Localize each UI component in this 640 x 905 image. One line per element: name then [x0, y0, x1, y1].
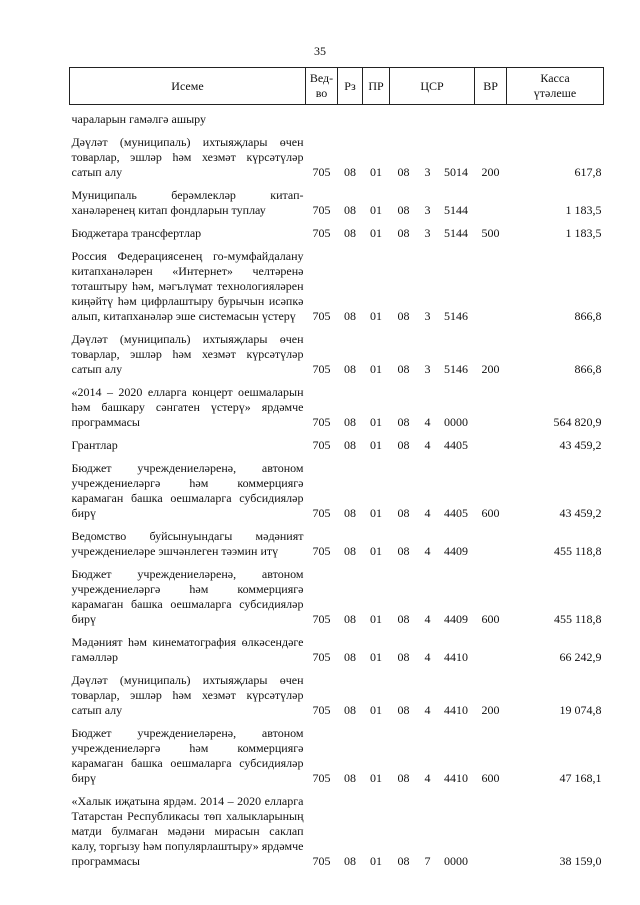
- table-row: [70, 522, 604, 560]
- cell-csr3: 4409: [444, 544, 469, 558]
- table-row: [70, 454, 604, 522]
- cell-name: чараларын гамәлгә ашыру: [71, 112, 206, 126]
- cell-pr: 01: [370, 226, 382, 240]
- cell-csr3: 5146: [444, 309, 469, 323]
- table-row: [70, 181, 604, 219]
- cell-name: Дәүләт (муниципаль) ихтыяҗлары өчен товарлар, эшләр һәм хезмәт күрсәтүләр сатып алу: [71, 332, 304, 376]
- table-row: [70, 325, 604, 378]
- cell-csr3: 5144: [444, 226, 469, 240]
- table-header-row: [70, 68, 604, 105]
- cell-ved: 705: [312, 309, 331, 323]
- cell-csr2: 4: [424, 506, 431, 520]
- cell-csr2: 7: [424, 854, 431, 868]
- table-row: [70, 219, 604, 242]
- header-pr: ПР: [363, 68, 390, 105]
- cell-csr1: 08: [397, 612, 410, 626]
- cell-pr: 01: [370, 415, 382, 429]
- cell-vr: [475, 105, 507, 129]
- cell-csr3: [438, 105, 475, 129]
- table-row: [70, 128, 604, 181]
- cell-amount: 866,8: [574, 309, 602, 323]
- cell-ved: 705: [312, 362, 331, 376]
- cell-name: Дәүләт (муниципаль) ихтыяҗлары өчен товарлар, эшләр һәм хезмәт күрсәтүләр сатып алу: [71, 135, 304, 179]
- cell-vr: [475, 181, 507, 219]
- cell-ved: 705: [312, 415, 331, 429]
- cell-vr: [475, 522, 507, 560]
- cell-vr: [475, 787, 507, 870]
- cell-csr1: 08: [397, 415, 410, 429]
- cell-csr1: 08: [397, 165, 410, 179]
- cell-ved: 705: [312, 650, 331, 664]
- cell-ved: 705: [312, 854, 331, 868]
- cell-pr: 01: [370, 165, 382, 179]
- cell-name: «2014 – 2020 елларга концерт оешмаларын һәм башкару сәнгатен үстерү» ярдәмче программасы: [71, 385, 304, 429]
- table-row: [70, 666, 604, 719]
- cell-rz: [338, 105, 363, 129]
- cell-amount: 66 242,9: [559, 650, 602, 664]
- cell-csr2: 4: [424, 415, 431, 429]
- cell-csr2: 3: [424, 203, 431, 217]
- header-ved: Вед- во: [306, 68, 338, 105]
- cell-ved: 705: [312, 438, 331, 452]
- cell-amount: 47 168,1: [559, 771, 602, 785]
- cell-name: Ведомство буйсынуындагы мәдәният учреждениеләре эшчәнлеген тәэмин итү: [71, 529, 304, 558]
- table-row: [70, 628, 604, 666]
- cell-amount: 564 820,9: [553, 415, 602, 429]
- cell-name: Грантлар: [71, 438, 118, 452]
- cell-csr2: 3: [424, 309, 431, 323]
- cell-csr3: 4405: [444, 506, 469, 520]
- cell-csr3: 4410: [444, 650, 469, 664]
- cell-amount: 1 183,5: [565, 226, 602, 240]
- cell-name: «Халык иҗатына ярдәм. 2014 – 2020 елларга Татарстан Республикасы төп халыкларының матди булмаган мәдәни мирасын саклап калу, торгызу һәм популярлаштыру» ярдәмче программасы: [71, 794, 304, 868]
- cell-csr1: 08: [397, 203, 410, 217]
- cell-csr3: 0000: [444, 854, 469, 868]
- budget-table: [69, 67, 604, 870]
- cell-rz: 08: [344, 544, 356, 558]
- cell-csr2: 4: [424, 612, 431, 626]
- cell-csr2: 4: [424, 544, 431, 558]
- cell-csr1: 08: [397, 506, 410, 520]
- cell-rz: 08: [344, 612, 356, 626]
- cell-pr: 01: [370, 506, 382, 520]
- cell-csr1: 08: [397, 544, 410, 558]
- cell-ved: 705: [312, 203, 331, 217]
- cell-rz: 08: [344, 438, 356, 452]
- cell-ved: 705: [312, 771, 331, 785]
- table-row: [70, 560, 604, 628]
- cell-name: Дәүләт (муниципаль) ихтыяҗлары өчен товарлар, эшләр һәм хезмәт күрсәтүләр сатып алу: [71, 673, 304, 717]
- cell-rz: 08: [344, 226, 356, 240]
- cell-csr1: 08: [397, 771, 410, 785]
- cell-csr2: 4: [424, 438, 431, 452]
- cell-ved: 705: [312, 165, 331, 179]
- cell-csr1: [390, 105, 418, 129]
- table-body: [70, 105, 604, 871]
- cell-csr1: 08: [397, 309, 410, 323]
- cell-csr3: 4410: [444, 771, 469, 785]
- cell-ved: 705: [312, 226, 331, 240]
- cell-csr3: 5014: [444, 165, 469, 179]
- cell-name: Муниципаль берәмлекләр китап-ханәләренең китап фондларын туплау: [71, 188, 304, 217]
- cell-csr2: 3: [424, 226, 431, 240]
- cell-vr: 500: [481, 226, 500, 240]
- cell-csr2: 4: [424, 703, 431, 717]
- cell-csr1: 08: [397, 650, 410, 664]
- cell-csr2: 3: [424, 362, 431, 376]
- cell-name: Мәдәният һәм кинематография өлкәсендәге гамәлләр: [71, 635, 304, 664]
- cell-ved: 705: [312, 612, 331, 626]
- cell-vr: 200: [481, 362, 500, 376]
- header-name: Исеме: [70, 68, 306, 105]
- cell-csr2: 3: [424, 165, 431, 179]
- cell-rz: 08: [344, 650, 356, 664]
- header-csr: ЦСР: [390, 68, 475, 105]
- cell-csr1: 08: [397, 854, 410, 868]
- cell-name: Бюджет учреждениеләренә, автоном учреждениеләргә һәм коммерциягә карамаган башка оешмаларга субсидияләр бирү: [71, 726, 304, 785]
- cell-vr: 600: [481, 506, 500, 520]
- cell-pr: 01: [370, 309, 382, 323]
- cell-pr: 01: [370, 203, 382, 217]
- cell-ved: 705: [312, 544, 331, 558]
- cell-amount: 866,8: [574, 362, 602, 376]
- cell-amount: 455 118,8: [553, 612, 602, 626]
- cell-rz: 08: [344, 309, 356, 323]
- cell-csr3: 4409: [444, 612, 469, 626]
- header-rz: Рз: [338, 68, 363, 105]
- cell-vr: [475, 378, 507, 431]
- cell-vr: [475, 431, 507, 454]
- cell-rz: 08: [344, 203, 356, 217]
- cell-name: Бюджет учреждениеләренә, автоном учреждениеләргә һәм коммерциягә карамаган башка оешмаларга субсидияләр бирү: [71, 461, 304, 520]
- table-row: [70, 719, 604, 787]
- page-number: 35: [314, 44, 326, 58]
- cell-amount: [507, 105, 604, 129]
- cell-pr: 01: [370, 771, 382, 785]
- table-row: [70, 242, 604, 325]
- cell-pr: [363, 105, 390, 129]
- table-row: [70, 787, 604, 870]
- cell-vr: 600: [481, 612, 500, 626]
- cell-name: Бюджет учреждениеләренә, автоном учреждениеләргә һәм коммерциягә карамаган башка оешмаларга субсидияләр бирү: [71, 567, 304, 626]
- cell-pr: 01: [370, 854, 382, 868]
- cell-ved: 705: [312, 703, 331, 717]
- cell-ved: [306, 105, 338, 129]
- cell-amount: 19 074,8: [559, 703, 602, 717]
- cell-csr3: 4405: [444, 438, 469, 452]
- cell-vr: 200: [481, 703, 500, 717]
- cell-vr: 200: [481, 165, 500, 179]
- cell-amount: 455 118,8: [553, 544, 602, 558]
- cell-rz: 08: [344, 771, 356, 785]
- cell-pr: 01: [370, 612, 382, 626]
- cell-rz: 08: [344, 165, 356, 179]
- header-kassa: Касса үтәлеше: [507, 68, 604, 105]
- cell-rz: 08: [344, 362, 356, 376]
- cell-pr: 01: [370, 362, 382, 376]
- cell-pr: 01: [370, 544, 382, 558]
- cell-amount: 43 459,2: [559, 438, 602, 452]
- cell-csr1: 08: [397, 438, 410, 452]
- cell-csr3: 0000: [444, 415, 469, 429]
- cell-csr1: 08: [397, 226, 410, 240]
- cell-csr2: [418, 105, 438, 129]
- cell-vr: [475, 242, 507, 325]
- cell-pr: 01: [370, 438, 382, 452]
- cell-csr3: 5146: [444, 362, 469, 376]
- cell-rz: 08: [344, 506, 356, 520]
- cell-amount: 1 183,5: [565, 203, 602, 217]
- cell-rz: 08: [344, 415, 356, 429]
- cell-vr: [475, 628, 507, 666]
- cell-rz: 08: [344, 703, 356, 717]
- cell-rz: 08: [344, 854, 356, 868]
- table-row: [70, 105, 604, 129]
- cell-csr3: 4410: [444, 703, 469, 717]
- cell-csr1: 08: [397, 362, 410, 376]
- header-vr: ВР: [475, 68, 507, 105]
- cell-amount: 38 159,0: [559, 854, 602, 868]
- cell-vr: 600: [481, 771, 500, 785]
- cell-amount: 617,8: [574, 165, 602, 179]
- table-row: [70, 431, 604, 454]
- cell-name: Бюджетара трансфертлар: [71, 226, 202, 240]
- table-row: [70, 378, 604, 431]
- cell-csr2: 4: [424, 650, 431, 664]
- cell-csr2: 4: [424, 771, 431, 785]
- cell-pr: 01: [370, 650, 382, 664]
- cell-csr3: 5144: [444, 203, 469, 217]
- cell-ved: 705: [312, 506, 331, 520]
- cell-name: Россия Федерациясенең го-мумфайдалану китапханәләрен «Интернет» челтәренә тоташтыру һәм, мәгълүмат технологияләрен киңәйтү һәм цифрлаштыру бурычын исәпкә алып, китапханәләр эше системасын үстерү: [71, 249, 304, 323]
- cell-csr1: 08: [397, 703, 410, 717]
- cell-pr: 01: [370, 703, 382, 717]
- cell-amount: 43 459,2: [559, 506, 602, 520]
